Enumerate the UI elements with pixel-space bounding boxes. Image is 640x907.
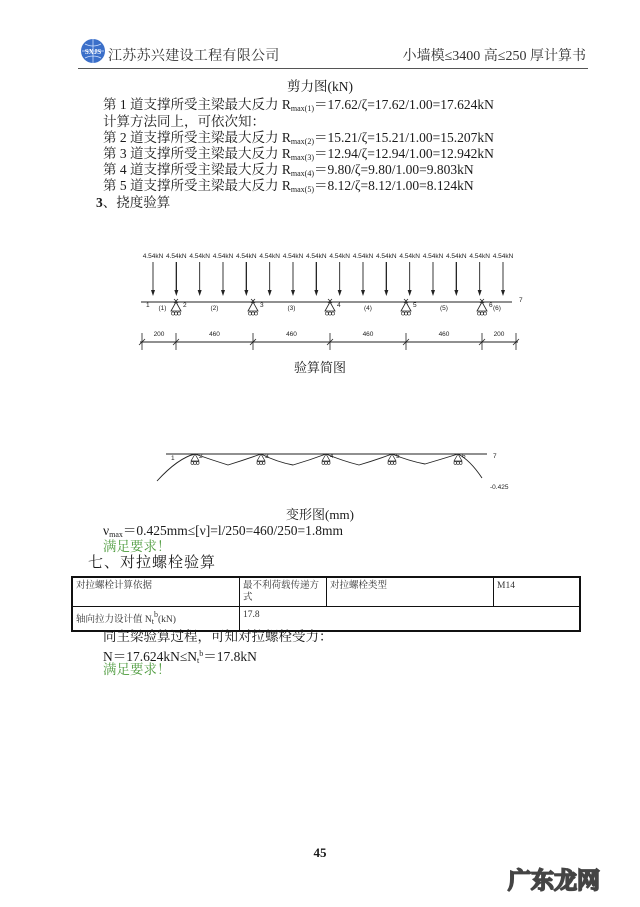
node-label: 4 bbox=[337, 302, 341, 309]
load-arrow-icon bbox=[478, 262, 482, 296]
deform-diagram-caption: 变形图(mm) bbox=[286, 507, 354, 522]
pin-support-icon bbox=[322, 454, 330, 464]
load-arrow-icon bbox=[244, 262, 248, 296]
span-label: (1) bbox=[158, 305, 167, 312]
load-label: 4.54kN bbox=[352, 253, 374, 260]
load-label: 4.54kN bbox=[212, 253, 234, 260]
reaction-subscript: max(1) bbox=[290, 104, 314, 113]
table-row bbox=[72, 577, 580, 607]
max-deflection-label: -0.425 bbox=[490, 484, 509, 491]
bolt-ok: 满足要求！ bbox=[103, 662, 171, 677]
reaction-formula: ＝9.80/ζ=9.80/1.00=9.803kN bbox=[314, 162, 474, 177]
deflection-ok: 满足要求！ bbox=[103, 539, 171, 554]
span-label: (3) bbox=[287, 305, 296, 312]
node-label: 6 bbox=[462, 453, 466, 460]
bolt-section-heading: 七、对拉螺栓验算 bbox=[88, 555, 217, 571]
load-arrow-icon bbox=[338, 262, 342, 296]
table-cell: 对拉螺栓计算依据 bbox=[72, 577, 240, 607]
reaction-subscript: max(2) bbox=[290, 137, 314, 146]
pin-support-icon bbox=[171, 299, 181, 315]
bolt-table bbox=[71, 576, 581, 632]
table-cell: M14 bbox=[494, 577, 581, 607]
company-logo-icon bbox=[80, 38, 106, 64]
load-arrow-icon bbox=[198, 262, 202, 296]
cell-sup: b bbox=[153, 610, 158, 619]
load-arrow-icon bbox=[408, 262, 412, 296]
load-label: 4.54kN bbox=[492, 253, 514, 260]
load-label: 4.54kN bbox=[259, 253, 280, 260]
load-arrow-icon bbox=[221, 262, 225, 296]
load-label: 4.54kN bbox=[469, 253, 490, 260]
pin-support-icon bbox=[325, 299, 335, 315]
node-label: 5 bbox=[396, 453, 400, 460]
load-label: 4.54kN bbox=[329, 253, 350, 260]
header-divider bbox=[78, 68, 588, 69]
cell-text: 轴向拉力设计值 N bbox=[76, 615, 152, 625]
reaction-subscript: max(3) bbox=[290, 153, 314, 162]
load-arrow-icon bbox=[174, 262, 178, 296]
nu-subscript: max bbox=[109, 530, 123, 539]
company-name: 江苏苏兴建设工程有限公司 bbox=[108, 49, 280, 64]
caption-text: 剪力图(kN) bbox=[287, 79, 353, 94]
formula-text: N＝17.624kN≤N bbox=[103, 649, 198, 664]
load-label: 4.54kN bbox=[306, 253, 327, 260]
page-header bbox=[78, 36, 588, 70]
reaction-label: 第 2 道支撑所受主梁最大反力 R bbox=[103, 130, 291, 145]
load-arrow-icon bbox=[151, 262, 155, 296]
load-label: 4.54kN bbox=[282, 253, 304, 260]
span-label: (4) bbox=[364, 305, 372, 312]
nu-symbol: ν bbox=[103, 523, 110, 538]
page-number: 45 bbox=[313, 845, 327, 860]
node-label: 2 bbox=[199, 453, 203, 460]
node-label: 1 bbox=[171, 455, 175, 462]
table-row bbox=[72, 607, 580, 632]
table-cell bbox=[72, 607, 240, 632]
reaction-formula: ＝8.12/ζ=8.12/1.00=8.124kN bbox=[314, 178, 474, 193]
shear-diagram-caption bbox=[0, 79, 640, 95]
pin-support-icon bbox=[257, 454, 265, 464]
dimension-label: 460 bbox=[286, 331, 297, 338]
node-label: 1 bbox=[146, 302, 150, 309]
reaction-subscript: max(4) bbox=[290, 169, 314, 178]
reaction-formula: ＝12.94/ζ=12.94/1.00=12.942kN bbox=[314, 146, 494, 161]
reaction-label: 第 5 道支撑所受主梁最大反力 R bbox=[103, 178, 291, 193]
formula-sub: t bbox=[197, 656, 200, 665]
node-label: 2 bbox=[183, 302, 187, 309]
formula-sup: b bbox=[199, 649, 204, 658]
load-arrow-icon bbox=[501, 262, 505, 296]
bolt-note: 同主梁验算过程，可知对拉螺栓受力： bbox=[103, 629, 333, 644]
pin-support-icon bbox=[191, 454, 199, 464]
load-arrow-icon bbox=[384, 262, 388, 296]
pin-support-icon bbox=[401, 299, 411, 315]
node-label: 3 bbox=[265, 453, 269, 460]
reaction-label: 第 3 道支撑所受主梁最大反力 R bbox=[103, 146, 291, 161]
load-label: 4.54kN bbox=[236, 253, 257, 260]
load-label: 4.54kN bbox=[166, 253, 187, 260]
load-arrow-icon bbox=[314, 262, 318, 296]
dimension-tick-icon bbox=[139, 333, 145, 350]
load-arrow-icon bbox=[268, 262, 272, 296]
load-arrow-icon bbox=[291, 262, 295, 296]
span-label: (5) bbox=[440, 305, 448, 312]
document-title: 小墙模≤3400 高≤250 厚计算书 bbox=[402, 49, 586, 64]
dimension-label: 460 bbox=[209, 331, 220, 338]
dimension-tick-icon bbox=[479, 333, 485, 350]
dimension-label: 460 bbox=[362, 331, 374, 338]
pin-support-icon bbox=[454, 454, 462, 464]
svg-text:SXJS: SXJS bbox=[84, 48, 102, 56]
load-label: 4.54kN bbox=[376, 253, 397, 260]
load-label: 4.54kN bbox=[422, 253, 444, 260]
watermark: 广东龙网 bbox=[508, 868, 600, 894]
load-label: 4.54kN bbox=[399, 253, 420, 260]
dimension-tick-icon bbox=[513, 333, 519, 350]
load-arrow-icon bbox=[361, 262, 365, 296]
pin-support-icon bbox=[477, 299, 487, 315]
dimension-tick-icon bbox=[173, 333, 179, 350]
cell-sub: t bbox=[151, 617, 154, 626]
node-label: 6 bbox=[489, 302, 493, 309]
dimension-tick-icon bbox=[403, 333, 409, 350]
dimension-label: 200 bbox=[153, 331, 165, 338]
beam-diagram-caption: 验算简图 bbox=[293, 360, 346, 375]
cell-text: (kN) bbox=[157, 615, 176, 625]
load-label: 4.54kN bbox=[142, 253, 164, 260]
formula-text: ＝17.8kN bbox=[203, 649, 257, 664]
reaction-subscript: max(5) bbox=[290, 185, 314, 194]
load-label: 4.54kN bbox=[446, 253, 467, 260]
table-cell: 最不利荷载传递方式 bbox=[240, 577, 327, 607]
reaction-label: 第 4 道支撑所受主梁最大反力 R bbox=[103, 162, 291, 177]
node-label: 3 bbox=[260, 302, 264, 309]
deflection-heading bbox=[96, 195, 170, 211]
node-label: 7 bbox=[519, 297, 523, 304]
table-cell: 对拉螺栓类型 bbox=[327, 577, 494, 607]
span-label: (6) bbox=[493, 305, 501, 312]
calc-note: 计算方法同上，可依次知： bbox=[103, 114, 265, 129]
dimension-tick-icon bbox=[250, 333, 256, 350]
load-label: 4.54kN bbox=[189, 253, 210, 260]
table-cell: 17.8 bbox=[240, 607, 581, 632]
node-label: 4 bbox=[330, 453, 334, 460]
span-label: (2) bbox=[210, 305, 219, 312]
reaction-label: 第 1 道支撑所受主梁最大反力 R bbox=[103, 97, 291, 112]
heading-number: 3 bbox=[96, 195, 103, 210]
pin-support-icon bbox=[388, 454, 396, 464]
load-arrow-icon bbox=[431, 262, 435, 296]
heading-text: 、挠度验算 bbox=[102, 195, 171, 210]
reaction-formula: ＝17.62/ζ=17.62/1.00=17.624kN bbox=[314, 97, 494, 112]
dimension-tick-icon bbox=[327, 333, 333, 350]
node-label: 5 bbox=[413, 302, 417, 309]
deflection-formula: ＝0.425mm≤[ν]=l/250=460/250=1.8mm bbox=[122, 523, 343, 538]
load-arrow-icon bbox=[454, 262, 458, 296]
dimension-label: 200 bbox=[493, 331, 505, 338]
pin-support-icon bbox=[248, 299, 258, 315]
node-label: 7 bbox=[493, 453, 497, 460]
dimension-label: 460 bbox=[438, 331, 450, 338]
reaction-formula: ＝15.21/ζ=15.21/1.00=15.207kN bbox=[314, 130, 494, 145]
